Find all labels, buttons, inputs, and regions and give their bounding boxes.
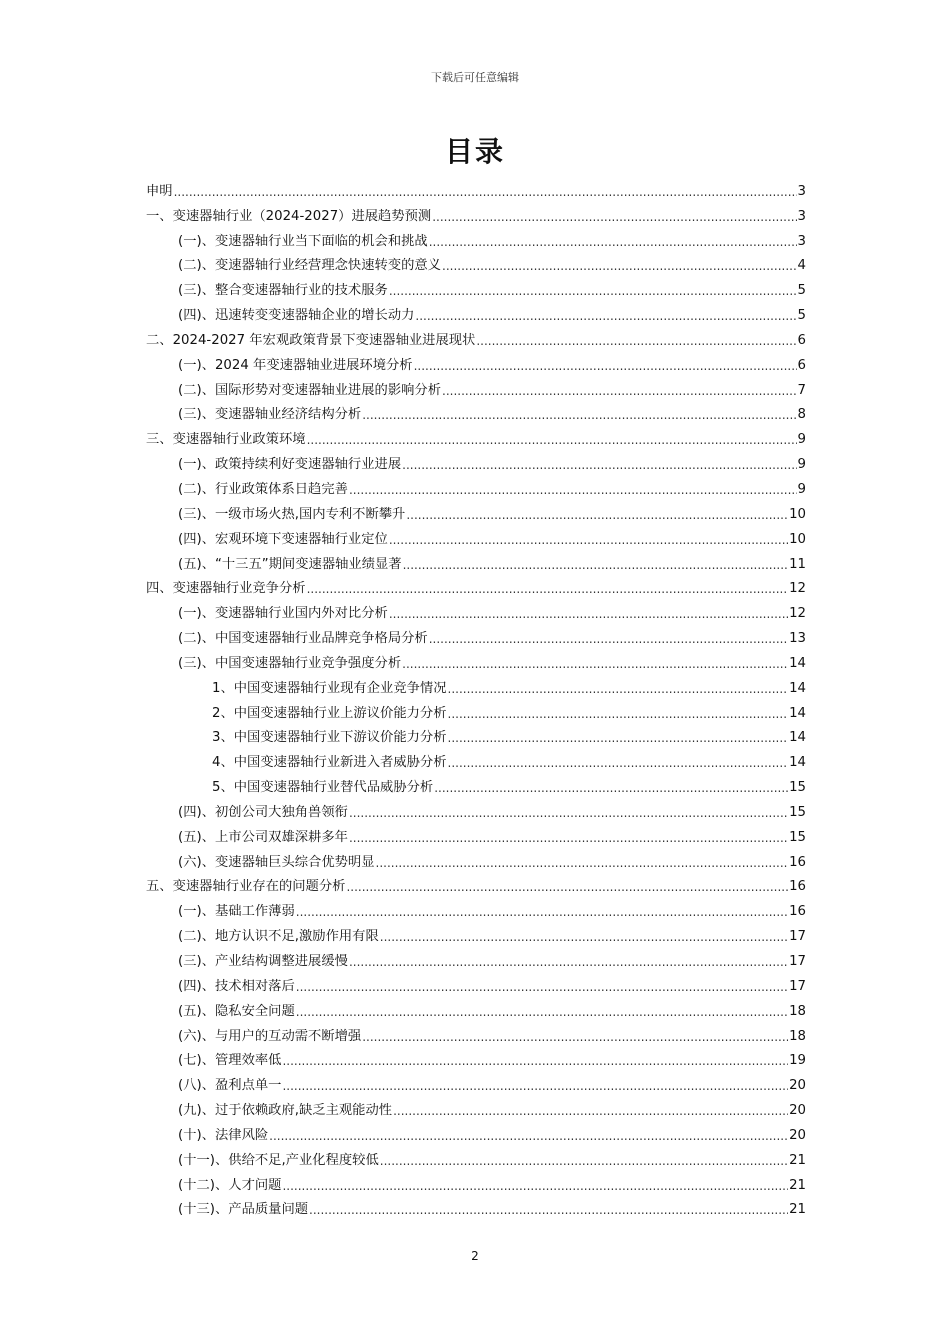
toc-entry-text: (一)、变速器轴行业国内外对比分析 — [178, 606, 388, 622]
toc-entry-text: (三)、产业结构调整进展缓慢 — [178, 954, 348, 969]
toc-entry[interactable] — [146, 449, 806, 474]
toc-leader-dots — [429, 630, 788, 648]
toc-entry-page: 21 — [789, 1202, 806, 1218]
toc-entry-text: (三)、整合变速器轴行业的技术服务 — [178, 283, 388, 299]
toc-entry-text: (九)、过于依赖政府,缺乏主观能动性 — [178, 1103, 393, 1119]
toc-entry-page: 10 — [789, 531, 806, 547]
toc-leader-dots — [406, 506, 788, 524]
toc-leader-dots — [346, 878, 788, 896]
toc-entry-text: 1、中国变速器轴行业现有企业竞争情况 — [212, 680, 447, 696]
toc-entry[interactable] — [146, 723, 806, 748]
toc-entry-text: (八)、盈利点单一 — [178, 1078, 282, 1094]
toc-entry[interactable] — [146, 1170, 806, 1195]
toc-entry-text: (四)、迅速转变变速器轴企业的增长动力 — [178, 308, 415, 324]
toc-entry-page: 9 — [797, 481, 806, 497]
toc-entry[interactable] — [146, 822, 806, 847]
toc-entry[interactable] — [146, 275, 806, 300]
toc-entry-text: (一)、变速器轴行业当下面临的机会和挑战 — [178, 233, 428, 249]
toc-leader-dots — [415, 307, 796, 325]
toc-leader-dots — [349, 804, 788, 822]
toc-leader-dots — [309, 1201, 788, 1219]
toc-entry[interactable] — [146, 921, 806, 946]
toc-entry-text: (一)、政策持续利好变速器轴行业进展 — [178, 457, 402, 473]
toc-entry-text: 申明 — [146, 183, 173, 199]
toc-leader-dots — [362, 406, 796, 424]
toc-entry-text: 3、中国变速器轴行业下游议价能力分析 — [212, 730, 447, 746]
toc-entry-page: 3 — [797, 208, 806, 224]
toc-title: 目录 — [444, 135, 505, 168]
toc-entry-page: 10 — [789, 506, 806, 522]
toc-entry-page: 14 — [789, 680, 806, 696]
toc-entry[interactable] — [146, 772, 806, 797]
toc-entry-page: 15 — [789, 829, 806, 845]
toc-leader-dots — [389, 605, 788, 623]
toc-entry-text: (五)、“十三五”期间变速器轴业绩显著 — [178, 556, 402, 572]
toc-entry[interactable] — [146, 971, 806, 996]
toc-leader-dots — [282, 1177, 788, 1195]
toc-leader-dots — [307, 580, 789, 598]
toc-entry-page: 9 — [797, 432, 806, 448]
toc-leader-dots — [282, 1052, 788, 1070]
toc-entry-page: 12 — [789, 606, 806, 622]
toc-leader-dots — [269, 1127, 788, 1145]
toc-leader-dots — [362, 1028, 788, 1046]
toc-leader-dots — [296, 903, 788, 921]
toc-entry-page: 6 — [797, 357, 806, 373]
toc-entry-page: 5 — [797, 283, 806, 299]
toc-entry-page: 9 — [797, 457, 806, 473]
toc-entry-text: (六)、与用户的互动需不断增强 — [178, 1028, 362, 1044]
toc-entry-text: (二)、中国变速器轴行业品牌竞争格局分析 — [178, 631, 428, 647]
toc-entry-text: 三、变速器轴行业政策环境 — [146, 432, 306, 448]
toc-entry[interactable] — [146, 747, 806, 772]
toc-entry-page: 17 — [789, 929, 806, 945]
toc-entry-page: 20 — [789, 1127, 806, 1143]
toc-entry-text: (三)、变速器轴业经济结构分析 — [178, 407, 362, 423]
header-note: 下载后可任意编辑 — [431, 71, 519, 84]
toc-entry[interactable] — [146, 1145, 806, 1170]
toc-entry[interactable] — [146, 574, 806, 599]
toc-leader-dots — [380, 928, 788, 946]
toc-entry[interactable] — [146, 698, 806, 723]
toc-entry-page: 14 — [789, 730, 806, 746]
toc-entry-text: (一)、基础工作薄弱 — [178, 904, 295, 920]
toc-entry-page: 16 — [789, 854, 806, 870]
toc-entry[interactable] — [146, 623, 806, 648]
toc-entry[interactable] — [146, 424, 806, 449]
toc-entry-text: (十二)、人才问题 — [178, 1177, 282, 1193]
toc-leader-dots — [403, 556, 788, 574]
toc-entry-text: (五)、上市公司双雄深耕多年 — [178, 829, 348, 845]
toc-entry-text: 四、变速器轴行业竞争分析 — [146, 581, 306, 597]
toc-entry[interactable] — [146, 847, 806, 872]
toc-entry[interactable] — [146, 1070, 806, 1095]
toc-entry-text: 五、变速器轴行业存在的问题分析 — [146, 879, 346, 895]
toc-entry[interactable] — [146, 1195, 806, 1220]
toc-entry-text: (五)、隐私安全问题 — [178, 1003, 295, 1019]
toc-entry-text: (四)、宏观环境下变速器轴行业定位 — [178, 531, 388, 547]
toc-entry-page: 15 — [789, 780, 806, 796]
toc-entry-text: (十一)、供给不足,产业化程度较低 — [178, 1152, 379, 1168]
toc-leader-dots — [402, 456, 796, 474]
toc-leader-dots — [307, 431, 797, 449]
toc-leader-dots — [429, 233, 797, 251]
toc-entry[interactable] — [146, 996, 806, 1021]
toc-entry[interactable] — [146, 300, 806, 325]
toc-entry-page: 20 — [789, 1078, 806, 1094]
toc-entry[interactable] — [146, 499, 806, 524]
toc-entry-text: (三)、中国变速器轴行业竞争强度分析 — [178, 655, 402, 671]
toc-entry-page: 16 — [789, 879, 806, 895]
toc-entry[interactable] — [146, 872, 806, 897]
table-of-contents — [146, 176, 806, 1219]
toc-leader-dots — [448, 705, 789, 723]
toc-leader-dots — [349, 481, 797, 499]
toc-entry-text: (二)、地方认识不足,激励作用有限 — [178, 929, 379, 945]
toc-entry-page: 17 — [789, 954, 806, 969]
toc-entry[interactable] — [146, 325, 806, 350]
toc-entry-text: 二、2024-2027 年宏观政策背景下变速器轴业进展现状 — [146, 332, 476, 348]
toc-leader-dots — [402, 655, 788, 673]
toc-entry-page: 11 — [789, 556, 806, 572]
toc-entry-page: 7 — [797, 382, 806, 398]
toc-entry-page: 6 — [797, 332, 806, 348]
toc-entry-text: (四)、技术相对落后 — [178, 978, 295, 994]
toc-leader-dots — [296, 1003, 788, 1021]
toc-entry-text: (二)、国际形势对变速器轴业进展的影响分析 — [178, 382, 442, 398]
toc-entry[interactable] — [146, 673, 806, 698]
toc-entry[interactable] — [146, 1046, 806, 1071]
toc-entry-text: (三)、一级市场火热,国内专利不断攀升 — [178, 506, 406, 522]
toc-leader-dots — [476, 332, 796, 350]
toc-entry[interactable] — [146, 549, 806, 574]
toc-entry-page: 3 — [797, 233, 806, 249]
toc-entry[interactable] — [146, 946, 806, 971]
toc-entry[interactable] — [146, 251, 806, 276]
toc-leader-dots — [389, 282, 797, 300]
toc-entry-text: (七)、管理效率低 — [178, 1053, 282, 1069]
toc-entry-page: 21 — [789, 1152, 806, 1168]
toc-entry-page: 8 — [797, 407, 806, 423]
toc-entry-page: 4 — [797, 258, 806, 274]
toc-entry-text: 5、中国变速器轴行业替代品威胁分析 — [212, 780, 434, 796]
toc-entry-text: (二)、行业政策体系日趋完善 — [178, 481, 348, 497]
toc-entry-text: 4、中国变速器轴行业新进入者威胁分析 — [212, 755, 447, 771]
toc-leader-dots — [296, 978, 788, 996]
toc-leader-dots — [282, 1077, 788, 1095]
toc-entry[interactable] — [146, 896, 806, 921]
toc-entry-page: 18 — [789, 1003, 806, 1019]
toc-entry-page: 14 — [789, 705, 806, 721]
toc-entry-page: 5 — [797, 308, 806, 324]
toc-entry[interactable] — [146, 375, 806, 400]
toc-entry-text: (十)、法律风险 — [178, 1127, 269, 1143]
toc-entry-page: 3 — [797, 183, 806, 199]
toc-leader-dots — [380, 1152, 788, 1170]
toc-leader-dots — [434, 779, 788, 797]
toc-leader-dots — [448, 680, 789, 698]
toc-entry[interactable] — [146, 1021, 806, 1046]
toc-leader-dots — [349, 953, 788, 971]
toc-entry[interactable] — [146, 598, 806, 623]
toc-entry-page: 15 — [789, 804, 806, 820]
toc-leader-dots — [376, 854, 789, 872]
toc-entry-page: 16 — [789, 904, 806, 920]
toc-entry[interactable] — [146, 797, 806, 822]
toc-leader-dots — [393, 1102, 788, 1120]
toc-entry-page: 21 — [789, 1177, 806, 1193]
toc-entry-page: 12 — [789, 581, 806, 597]
toc-leader-dots — [448, 729, 789, 747]
toc-entry[interactable] — [146, 1120, 806, 1145]
toc-entry[interactable] — [146, 176, 806, 201]
page-number: 2 — [471, 1249, 479, 1263]
toc-entry[interactable] — [146, 648, 806, 673]
toc-entry[interactable] — [146, 524, 806, 549]
toc-entry-page: 13 — [789, 631, 806, 647]
toc-entry[interactable] — [146, 226, 806, 251]
toc-leader-dots — [389, 531, 788, 549]
toc-leader-dots — [442, 257, 797, 275]
toc-entry-page: 17 — [789, 978, 806, 994]
toc-entry[interactable] — [146, 474, 806, 499]
toc-leader-dots — [414, 357, 797, 375]
toc-entry[interactable] — [146, 1095, 806, 1120]
toc-entry[interactable] — [146, 350, 806, 375]
toc-leader-dots — [442, 382, 797, 400]
toc-entry-page: 19 — [789, 1053, 806, 1069]
toc-entry[interactable] — [146, 201, 806, 226]
toc-entry[interactable] — [146, 400, 806, 425]
toc-leader-dots — [174, 183, 797, 201]
toc-entry-text: (六)、变速器轴巨头综合优势明显 — [178, 854, 375, 870]
toc-entry-page: 14 — [789, 655, 806, 671]
toc-leader-dots — [349, 829, 788, 847]
toc-entry-text: (一)、2024 年变速器轴业进展环境分析 — [178, 357, 413, 373]
toc-entry-page: 14 — [789, 755, 806, 771]
toc-entry-text: (二)、变速器轴行业经营理念快速转变的意义 — [178, 258, 442, 274]
toc-entry-text: (四)、初创公司大独角兽领衔 — [178, 804, 348, 820]
toc-entry-page: 20 — [789, 1103, 806, 1119]
toc-entry-text: 2、中国变速器轴行业上游议价能力分析 — [212, 705, 447, 721]
toc-entry-text: 一、变速器轴行业（2024-2027）进展趋势预测 — [146, 208, 432, 224]
toc-entry-text: (十三)、产品质量问题 — [178, 1202, 309, 1218]
toc-leader-dots — [432, 208, 796, 226]
toc-entry-page: 18 — [789, 1028, 806, 1044]
toc-leader-dots — [448, 754, 789, 772]
